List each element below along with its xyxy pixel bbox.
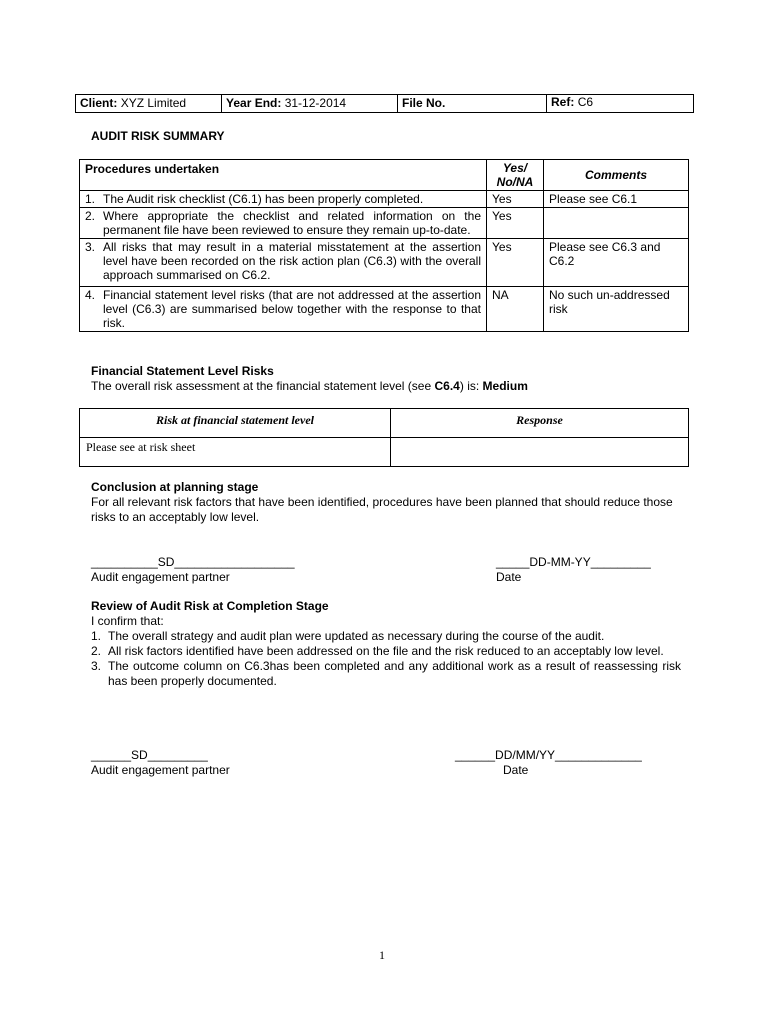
year-end-cell	[222, 95, 398, 113]
conclusion-title: Conclusion at planning stage	[91, 480, 259, 494]
date-label: Date	[496, 570, 522, 584]
row-number: 2.	[85, 209, 96, 223]
comment-cell: Please see C6.1	[544, 191, 689, 208]
list-item	[91, 629, 681, 644]
answer-cell: Yes	[487, 208, 544, 239]
planning-date-signature	[496, 555, 651, 585]
client-cell	[76, 95, 222, 113]
fsl-line-ref: C6.4	[434, 379, 460, 393]
risk-column-header: Risk at financial statement level	[80, 409, 391, 438]
fsl-line-prefix: The overall risk assessment at the financial statement level (see	[91, 379, 435, 393]
date-signature-line: _____DD-MM-YY_________	[496, 555, 651, 569]
procedure-cell	[80, 287, 487, 332]
risk-table	[79, 408, 689, 467]
review-intro: I confirm that:	[91, 614, 164, 628]
ref-label: Ref:	[551, 95, 575, 109]
procedure-text: All risks that may result in a material misstatement at the assertion level have been recorded on the risk action plan (C6.3) with the overall approach summarised on C6.2.	[103, 240, 481, 282]
conclusion-text: For all relevant risk factors that have been identified, procedures have been planned that should reduce those risks to an acceptably low level.	[91, 495, 673, 524]
risk-cell: Please see at risk sheet	[80, 438, 391, 467]
planning-partner-signature	[91, 555, 295, 585]
comments-column-header: Comments	[544, 160, 689, 191]
client-value: XYZ Limited	[120, 96, 187, 110]
procedure-cell	[80, 208, 487, 239]
table-row	[80, 191, 689, 208]
partner-label: Audit engagement partner	[91, 763, 230, 777]
comment-cell: No such un-addressed risk	[544, 287, 689, 332]
review-title: Review of Audit Risk at Completion Stage	[91, 599, 329, 613]
item-number: 3.	[91, 659, 102, 673]
fsl-section-title: Financial Statement Level Risks	[91, 364, 274, 378]
procedures-column-header: Procedures undertaken	[80, 160, 487, 191]
file-no-cell	[398, 95, 547, 113]
yes-no-header-text: Yes/ No/NA	[496, 161, 534, 189]
date-label: Date	[503, 763, 529, 777]
fsl-line-mid: ) is:	[459, 379, 483, 393]
year-end-value: 31-12-2014	[284, 96, 347, 110]
review-body	[91, 614, 681, 689]
table-row	[80, 438, 689, 467]
answer-cell: NA	[487, 287, 544, 332]
completion-date-signature	[455, 748, 642, 778]
answer-cell: Yes	[487, 239, 544, 287]
fsl-risk-value: Medium	[482, 379, 528, 393]
row-number: 4.	[85, 288, 96, 302]
year-end-label: Year End:	[226, 96, 282, 110]
response-column-header: Response	[391, 409, 689, 438]
list-item	[91, 659, 681, 689]
fsl-assessment-line	[91, 379, 528, 393]
procedure-text: Financial statement level risks (that are not addressed at the assertion level (C6.3) are summarised below together with the response to that risk.	[103, 288, 481, 330]
completion-partner-signature	[91, 748, 230, 778]
item-number: 2.	[91, 644, 102, 658]
row-number: 3.	[85, 240, 96, 254]
procedure-cell	[80, 191, 487, 208]
file-no-label: File No.	[402, 96, 446, 110]
response-cell	[391, 438, 689, 467]
procedures-table	[79, 159, 689, 332]
answer-cell: Yes	[487, 191, 544, 208]
list-item	[91, 644, 681, 659]
item-text: The overall strategy and audit plan were updated as necessary during the course of the audit.	[108, 629, 605, 643]
procedure-text: Where appropriate the checklist and related information on the permanent file have been reviewed to ensure they remain up-to-date.	[103, 209, 481, 237]
client-label: Client:	[80, 96, 118, 110]
item-text: The outcome column on C6.3has been completed and any additional work as a result of reassessing risk has been properly documented.	[108, 659, 681, 688]
table-row	[80, 208, 689, 239]
header-table	[75, 94, 694, 113]
header-row	[76, 95, 694, 113]
ref-cell	[547, 95, 694, 113]
comment-cell	[544, 208, 689, 239]
item-number: 1.	[91, 629, 102, 643]
partner-signature-line: __________SD__________________	[91, 555, 295, 569]
item-text: All risk factors identified have been addressed on the file and the risk reduced to an acceptably low level.	[108, 644, 664, 658]
ref-value: C6	[577, 95, 594, 109]
page-number: 1	[379, 948, 385, 962]
procedure-cell	[80, 239, 487, 287]
procedure-text: The Audit risk checklist (C6.1) has been properly completed.	[103, 192, 424, 206]
table-row	[80, 287, 689, 332]
document-title: AUDIT RISK SUMMARY	[91, 129, 225, 143]
partner-label: Audit engagement partner	[91, 570, 230, 584]
comment-cell: Please see C6.3 and C6.2	[544, 239, 689, 287]
risk-header-row	[80, 409, 689, 438]
row-number: 1.	[85, 192, 96, 206]
date-signature-line: ______DD/MM/YY_____________	[455, 748, 642, 762]
yes-no-column-header	[487, 160, 544, 191]
procedures-header-row	[80, 160, 689, 191]
partner-signature-line: ______SD_________	[91, 748, 208, 762]
table-row	[80, 239, 689, 287]
